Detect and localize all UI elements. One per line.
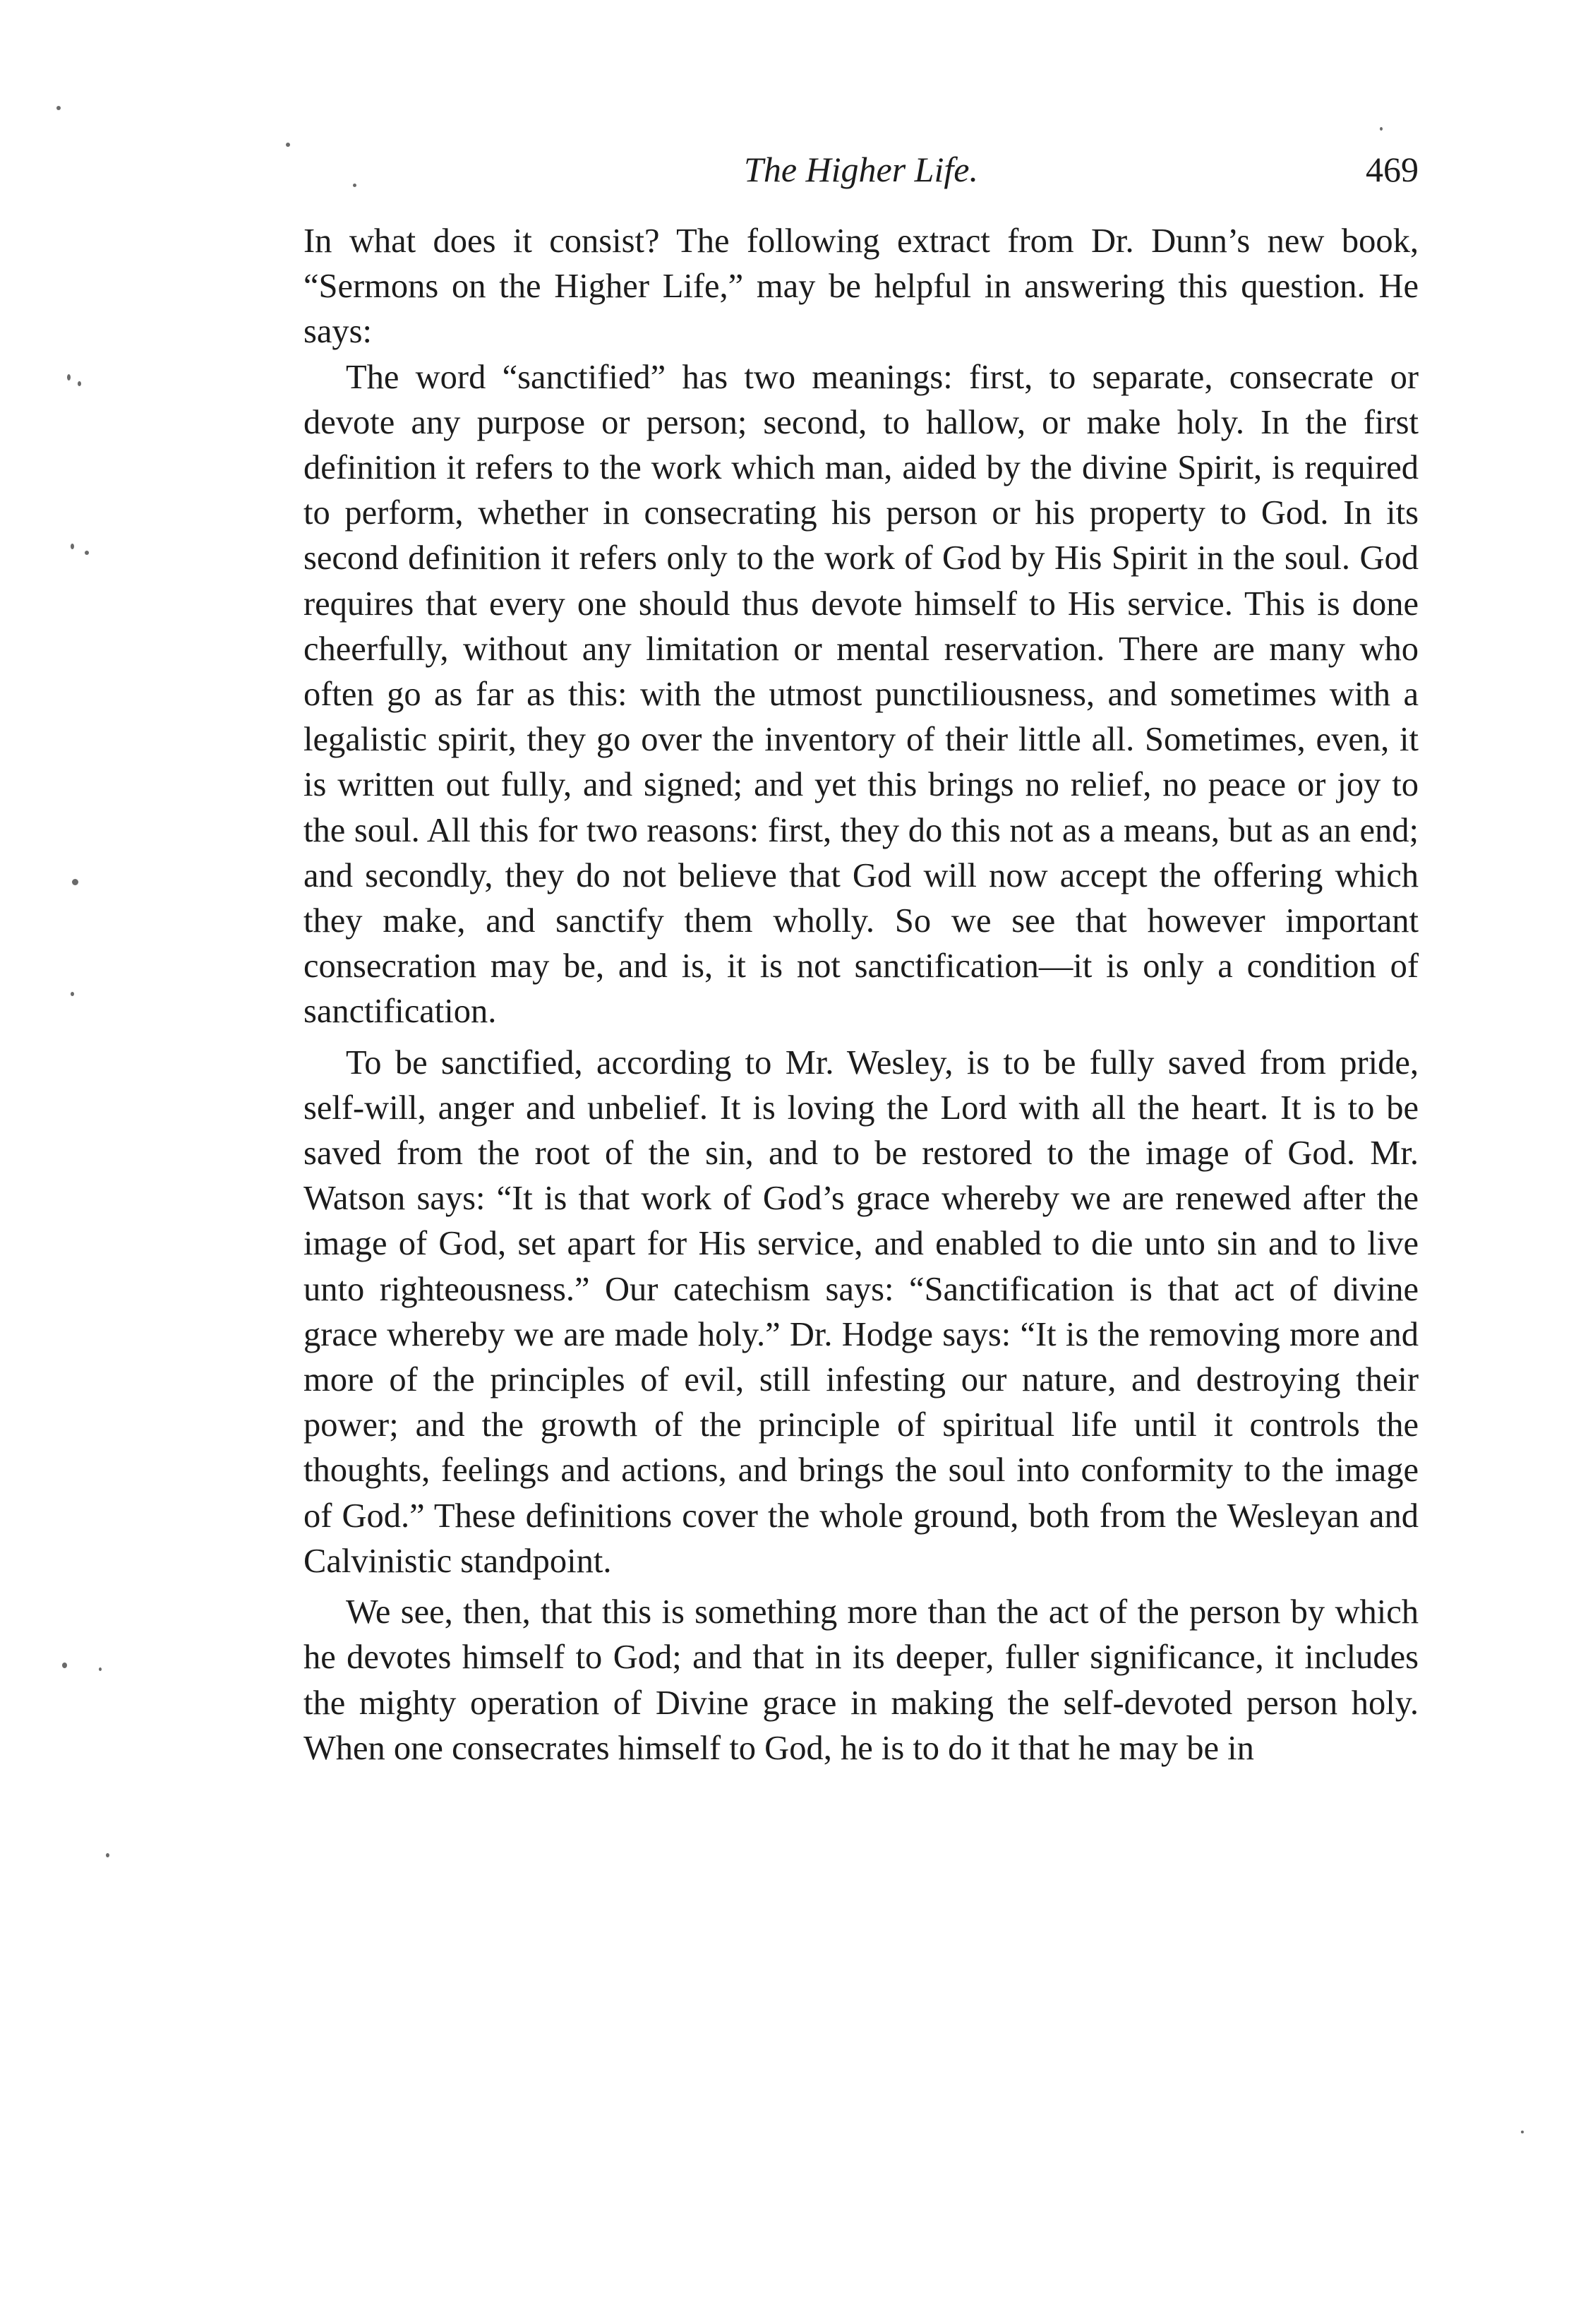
paragraph-intro: In what does it consist? The following extract from Dr. Dunn’s new book, “Sermons on the Higher Life,” may be helpful in answering this question. He says: — [303, 222, 1419, 351]
paragraph-quotation: The word “sanctified” has two meanings: first, to separate, consecrate or devote any purpose or person; second, to hallow, or make holy. In the first definition it refers to the work which man, aided by the divine Spirit, is required to perform, whether in consecrating his person or his property to God. In its second definition it refers only to the work of God by His Spirit in the soul. God requires that every one should thus devote himself to His service. This is done cheerfully, without any limitation or mental reservation. There are many who often go as far as this: with the utmost punctiliousness, and sometimes with a legalistic spirit, they go over the inventory of their little all. Sometimes, even, it is written out fully, and signed; and yet this brings no relief, no peace or joy to the soul. All this for two reasons: first, they do this not as a means, but as an end; and secondly, they do not believe that God will now accept the offering which they make, and sanctify them wholly. So we see that however important consecration may be, and is, it is not sanctification—it is only a condition of sanctification. — [303, 358, 1419, 1031]
margin-speck — [1521, 2131, 1524, 2133]
margin-speck — [85, 551, 89, 555]
margin-speck — [67, 374, 71, 381]
paragraph-conclusion: We see, then, that this is something more than the act of the person by which he devotes himself to God; and that in its deeper, fuller significance, it includes the mighty operation of Divine grace in making the self-devoted person holy. When one consecrates himself to God, he is to do it that he may be in — [303, 1593, 1419, 1767]
margin-speck — [71, 544, 74, 549]
paragraph-definitions: To be sanctified, according to Mr. Wesley, is to be fully saved from pride, self-will, anger and unbelief. It is loving the Lord with all the heart. It is to be saved from the root of the sin, and to be restored to the image of God. Mr. Watson says: “It is that work of God’s grace whereby we are renewed after the image of God, set apart for His service, and enabled to die unto sin and to live unto righteousness.” Our catechism says: “Sanctification is that act of divine grace whereby we are made holy.” Dr. Hodge says: “It is the removing more and more of the principles of evil, still infesting our nature, and destroying their power; and the growth of the principle of spiritual life until it controls the thoughts, feelings and actions, and brings the soul into conformity to the image of God.” These definitions cover the whole ground, both from the Wesleyan and Calvinistic standpoint. — [303, 1043, 1419, 1580]
margin-speck — [99, 1667, 102, 1671]
margin-speck — [71, 992, 74, 996]
margin-speck — [56, 106, 61, 110]
margin-speck — [106, 1853, 109, 1857]
margin-speck — [72, 879, 78, 885]
page-header — [303, 145, 1419, 194]
margin-speck — [286, 143, 290, 147]
page-number: 469 — [1366, 150, 1419, 189]
margin-speck — [78, 381, 81, 386]
margin-speck — [1380, 127, 1383, 131]
body-text — [303, 219, 1419, 1771]
running-title: The Higher Life. — [744, 150, 978, 189]
margin-speck — [353, 184, 356, 187]
margin-speck — [62, 1663, 67, 1668]
